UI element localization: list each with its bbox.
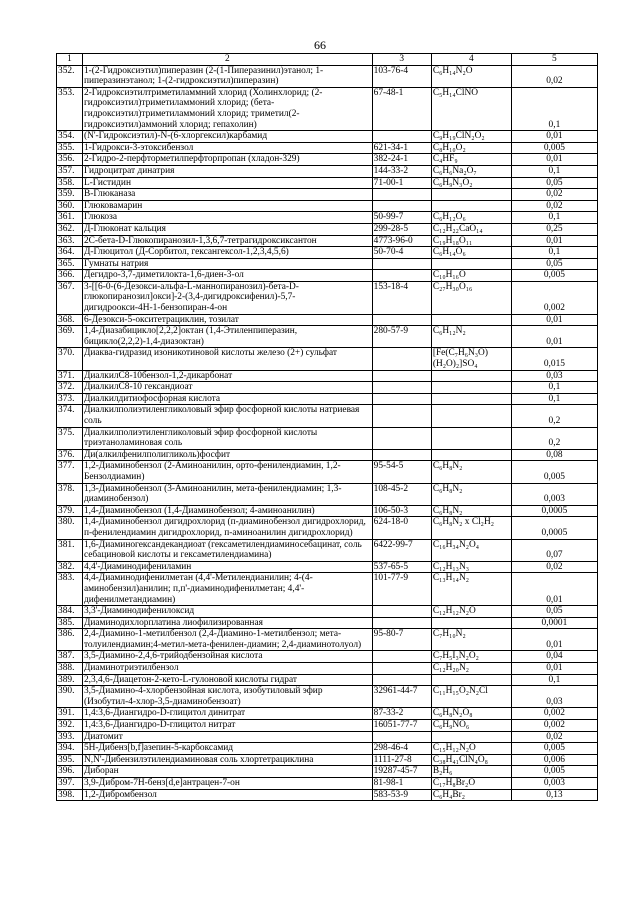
- limit-value: 0,04: [511, 651, 597, 663]
- limit-value: 0,07: [511, 539, 597, 561]
- limit-value: 0,005: [511, 142, 597, 154]
- table-row: [57, 483, 598, 505]
- substance-name: 1-(2-Гидроксиэтил)пиперазин (2-(1-Пиперазинил)этанол; 1-пиперазинэтанол; 1-(2-гидроксиэтил)пиперазин): [82, 65, 372, 87]
- cas-number: 95-80-7: [372, 629, 431, 651]
- formula: C₃₈H₄₁ClN₄O₈: [431, 754, 511, 766]
- table-row: [57, 177, 598, 189]
- limit-value: 0,002: [511, 281, 597, 314]
- limit-value: 0,25: [511, 223, 597, 235]
- cas-number: 537-65-5: [372, 561, 431, 573]
- formula: [431, 427, 511, 449]
- limit-value: 0,05: [511, 177, 597, 189]
- cas-number: [372, 200, 431, 212]
- limit-value: 0,02: [511, 561, 597, 573]
- cas-number: 50-70-4: [372, 247, 431, 259]
- cas-number: 621-34-1: [372, 142, 431, 154]
- cas-number: 103-76-4: [372, 65, 431, 87]
- formula: C₆H₈N₂O₈: [431, 708, 511, 720]
- row-number: 391.: [57, 708, 83, 720]
- table-row: [57, 539, 598, 561]
- table-row: [57, 561, 598, 573]
- row-number: 378.: [57, 483, 83, 505]
- row-number: 394.: [57, 743, 83, 755]
- cas-number: 32961-44-7: [372, 686, 431, 708]
- substance-name: 6-Дезокси-5-окситетрациклин, тозилат: [82, 314, 372, 326]
- row-number: 384.: [57, 606, 83, 618]
- row-number: 362.: [57, 223, 83, 235]
- formula: [431, 200, 511, 212]
- row-number: 395.: [57, 754, 83, 766]
- limit-value: 0,01: [511, 235, 597, 247]
- row-number: 363.: [57, 235, 83, 247]
- row-number: 379.: [57, 505, 83, 517]
- substance-name: Глюковамарин: [82, 200, 372, 212]
- row-number: 353.: [57, 87, 83, 130]
- cas-number: [372, 427, 431, 449]
- formula: C₆H₁₄O₆: [431, 247, 511, 259]
- formula: [Fe(C₇H₆N₃O)(H₂O)₂]SO₄: [431, 348, 511, 370]
- formula: C₆H₉N₃O₂: [431, 177, 511, 189]
- table-row: [57, 505, 598, 517]
- formula: C₆H₁₄N₂O: [431, 65, 511, 87]
- row-number: 376.: [57, 449, 83, 461]
- table-row: [57, 789, 598, 801]
- cas-number: 144-33-2: [372, 165, 431, 177]
- cas-number: 50-99-7: [372, 212, 431, 224]
- cas-number: [372, 382, 431, 394]
- table-row: [57, 573, 598, 606]
- table-row: [57, 651, 598, 663]
- cas-number: 299-28-5: [372, 223, 431, 235]
- substance-name: 1,4:3,6-Диангидро-D-глицитол нитрат: [82, 720, 372, 732]
- row-number: 398.: [57, 789, 83, 801]
- substance-name: Ди(алкилфенилполигликоль)фосфит: [82, 449, 372, 461]
- substance-name: 2,3,4,6-Диацетон-2-кето-L-гулоновой кислоты гидрат: [82, 674, 372, 686]
- table-row: [57, 247, 598, 259]
- substance-name: 1,4:3,6-Диангидро-D-глицитол динитрат: [82, 708, 372, 720]
- table-row: [57, 65, 598, 87]
- substance-name: Дегидро-3,7-диметилокта-1,6-диен-3-ол: [82, 270, 372, 282]
- substance-name: Глюкоза: [82, 212, 372, 224]
- cas-number: 280-57-9: [372, 326, 431, 348]
- row-number: 387.: [57, 651, 83, 663]
- substance-name: 1,4-Диаминобензол (1,4-Диаминобензол; 4-аминоанилин): [82, 505, 372, 517]
- substance-name: 3,9-Дибром-7Н-бенз[d,e]антрацен-7-он: [82, 778, 372, 790]
- formula: C₆H₁₂N₂: [431, 326, 511, 348]
- table-row: [57, 617, 598, 629]
- limit-value: 0,05: [511, 258, 597, 270]
- column-header-formula: 4: [431, 54, 511, 66]
- substance-name: 3,5-Диамино-4-хлорбензойная кислота, изобутиловый эфир (Изобутил-4-хлор-3,5-диаминобензоат): [82, 686, 372, 708]
- row-number: 374.: [57, 405, 83, 427]
- formula: C₁₂H₂₀N₂: [431, 663, 511, 675]
- substance-name: Диаминотриэтилбензол: [82, 663, 372, 675]
- row-number: 364.: [57, 247, 83, 259]
- table-row: [57, 382, 598, 394]
- row-number: 355.: [57, 142, 83, 154]
- table-row: [57, 270, 598, 282]
- substance-name: 1,6-Диаминогександекандиоат (гексаметилендиаминосебацинат, соль себациновой кислоты и гексаметилендиамина): [82, 539, 372, 561]
- row-number: 354.: [57, 131, 83, 143]
- substance-name: 2-Гидро-2-перфторметилперфторпропан (хладон-329): [82, 154, 372, 166]
- limit-value: 0,1: [511, 212, 597, 224]
- formula: C₅H₁₄ClNO: [431, 87, 511, 130]
- formula: C₇H₅I₃N₂O₂: [431, 651, 511, 663]
- cas-number: 87-33-2: [372, 708, 431, 720]
- limit-value: 0,01: [511, 314, 597, 326]
- table-row: [57, 405, 598, 427]
- row-number: 397.: [57, 778, 83, 790]
- cas-number: [372, 617, 431, 629]
- formula: C₆H₈N₂: [431, 505, 511, 517]
- table-row: [57, 281, 598, 314]
- row-number: 393.: [57, 731, 83, 743]
- column-header-name: 2: [82, 54, 372, 66]
- table-row: [57, 326, 598, 348]
- formula: C₂₇H₃₀O₁₆: [431, 281, 511, 314]
- formula: C₇H₁₀N₂: [431, 629, 511, 651]
- cas-number: [372, 131, 431, 143]
- column-header-cas: 3: [372, 54, 431, 66]
- row-number: 366.: [57, 270, 83, 282]
- substance-name: (N'-Гидроксиэтил)-N-(6-хлоргексил)карбамид: [82, 131, 372, 143]
- cas-number: [372, 731, 431, 743]
- formula: C₁₆H₃₄N₂O₄: [431, 539, 511, 561]
- limit-value: 0,006: [511, 754, 597, 766]
- substance-name: Диалкилполиэтиленгликоловый эфир фосфорной кислоты натриевая соль: [82, 405, 372, 427]
- table-row: [57, 200, 598, 212]
- cas-number: 6422-99-7: [372, 539, 431, 561]
- table-row: [57, 449, 598, 461]
- formula: B₂H₆: [431, 766, 511, 778]
- formula: C₆H₈N₂: [431, 461, 511, 483]
- formula: C₁₃H₁₄N₂: [431, 573, 511, 606]
- formula: [431, 258, 511, 270]
- cas-number: [372, 651, 431, 663]
- row-number: 359.: [57, 189, 83, 201]
- substance-name: Диалкилдитиофосфорная кислота: [82, 393, 372, 405]
- substance-name: 2-Гидроксиэтилтриметиламмний хлорид (Холинхлорид; (2-гидроксиэтил)триметиламмоний хлорид; (бета-гидроксиэтил)триметиламмоний хлорид; триметил(2-гидроксиэтил)аммоний хлорид; гепахолин): [82, 87, 372, 130]
- table-row: [57, 720, 598, 732]
- cas-number: [372, 405, 431, 427]
- substance-name: 1,4-Диазабицикло[2,2,2]октан (1,4-Этиленпиперазин, бицикло(2,2,2)-1,4-диазоктан): [82, 326, 372, 348]
- row-number: 380.: [57, 517, 83, 539]
- formula: [431, 370, 511, 382]
- cas-number: 106-50-3: [372, 505, 431, 517]
- limit-value: 0,002: [511, 708, 597, 720]
- table-row: [57, 189, 598, 201]
- formula: [431, 405, 511, 427]
- table-row: [57, 235, 598, 247]
- row-number: 389.: [57, 674, 83, 686]
- row-number: 361.: [57, 212, 83, 224]
- formula: C₆H₆Na₂O₇: [431, 165, 511, 177]
- limit-value: 0,002: [511, 720, 597, 732]
- row-number: 382.: [57, 561, 83, 573]
- row-number: 352.: [57, 65, 83, 87]
- limit-value: 0,005: [511, 766, 597, 778]
- substance-name: N,N'-Дибензилэтилендиаминовая соль хлортетрациклина: [82, 754, 372, 766]
- row-number: 369.: [57, 326, 83, 348]
- row-number: 358.: [57, 177, 83, 189]
- limit-value: 0,2: [511, 427, 597, 449]
- cas-number: [372, 270, 431, 282]
- limit-value: 0,0005: [511, 517, 597, 539]
- substance-name: ДиалкилС8-10бензол-1,2-дикарбонат: [82, 370, 372, 382]
- limit-value: 0,08: [511, 449, 597, 461]
- substance-name: 5Н-Дибенз[b,f]азепин-5-карбоксамид: [82, 743, 372, 755]
- formula: [431, 617, 511, 629]
- substance-name: ДиалкилС8-10 гександиоат: [82, 382, 372, 394]
- cas-number: [372, 449, 431, 461]
- row-number: 356.: [57, 154, 83, 166]
- formula: C₁₂H₁₂N₂O: [431, 606, 511, 618]
- substance-name: Д-Глюцитол (Д-Сорбитол, гексангексол-1,2,3,4,5,6): [82, 247, 372, 259]
- cas-number: 382-24-1: [372, 154, 431, 166]
- formula: [431, 393, 511, 405]
- limit-value: 0,1: [511, 87, 597, 130]
- formula: [431, 449, 511, 461]
- limit-value: 0,1: [511, 674, 597, 686]
- cas-number: [372, 674, 431, 686]
- cas-number: 4773-96-0: [372, 235, 431, 247]
- cas-number: 153-18-4: [372, 281, 431, 314]
- formula: C₈H₁₀O₂: [431, 142, 511, 154]
- substance-name: 1-Гидрокси-3-этоксибензол: [82, 142, 372, 154]
- row-number: 375.: [57, 427, 83, 449]
- table-row: [57, 606, 598, 618]
- formula: C₆H₈N₂ x Cl₂H₂: [431, 517, 511, 539]
- limit-value: 0,02: [511, 65, 597, 87]
- formula: C₁₅H₁₂N₂O: [431, 743, 511, 755]
- limit-value: 0,03: [511, 370, 597, 382]
- table-row: [57, 165, 598, 177]
- table-row: [57, 766, 598, 778]
- table-row: [57, 87, 598, 130]
- table-row: [57, 731, 598, 743]
- substance-name: 4,4'-Диаминодифениламин: [82, 561, 372, 573]
- substance-name: Диалкилполиэтиленгликоловый эфир фосфорной кислоты триэтаноламиновая соль: [82, 427, 372, 449]
- limit-value: 0,01: [511, 326, 597, 348]
- substance-name: 3-[[6-0-(6-Дезокси-альфа-L-маннопиранозил)-бета-D-глюкопиранозил]окси]-2-(3,4-дигидроксифенил)-5,7-дигидроокси-4Н-1-бензопиран-4-он: [82, 281, 372, 314]
- substance-name: Диатомит: [82, 731, 372, 743]
- table-row: [57, 778, 598, 790]
- cas-number: [372, 189, 431, 201]
- table-row: [57, 314, 598, 326]
- table-header-row: [57, 54, 598, 66]
- row-number: 383.: [57, 573, 83, 606]
- table-row: [57, 223, 598, 235]
- limit-value: 0,02: [511, 200, 597, 212]
- cas-number: 101-77-9: [372, 573, 431, 606]
- table-row: [57, 663, 598, 675]
- limit-value: 0,0005: [511, 505, 597, 517]
- cas-number: [372, 663, 431, 675]
- row-number: 373.: [57, 393, 83, 405]
- cas-number: 81-98-1: [372, 778, 431, 790]
- limit-value: 0,13: [511, 789, 597, 801]
- cas-number: 19287-45-7: [372, 766, 431, 778]
- limit-value: 0,2: [511, 405, 597, 427]
- cas-number: 624-18-0: [372, 517, 431, 539]
- limit-value: 0,005: [511, 743, 597, 755]
- limit-value: 0,005: [511, 461, 597, 483]
- substance-table: [56, 53, 598, 801]
- cas-number: [372, 606, 431, 618]
- table-row: [57, 154, 598, 166]
- row-number: 390.: [57, 686, 83, 708]
- table-row: [57, 258, 598, 270]
- cas-number: [372, 314, 431, 326]
- row-number: 388.: [57, 663, 83, 675]
- row-number: 367.: [57, 281, 83, 314]
- substance-name: 1,4-Диаминобензол дигидрохлорид (п-диаминобензол дигидрохлорид, п-фенилендиамин дигидрохлорид, п-аминоанилин дигидрохлорид): [82, 517, 372, 539]
- cas-number: [372, 393, 431, 405]
- limit-value: 0,03: [511, 686, 597, 708]
- limit-value: 0,02: [511, 189, 597, 201]
- row-number: 385.: [57, 617, 83, 629]
- substance-name: 2,4-Диамино-1-метилбензол (2,4-Диамино-1-метилбензол; мета-толуилендиамин;4-метил-мета-фенилен-диамин; 2,4-диаминотолуол): [82, 629, 372, 651]
- formula: [431, 674, 511, 686]
- limit-value: 0,1: [511, 247, 597, 259]
- row-number: 360.: [57, 200, 83, 212]
- limit-value: 0,01: [511, 629, 597, 651]
- formula: C₉H₁₉ClN₂O₂: [431, 131, 511, 143]
- column-header-value: 5: [511, 54, 597, 66]
- substance-name: Диаминодихлорплатина лиофилизированная: [82, 617, 372, 629]
- limit-value: 0,003: [511, 483, 597, 505]
- formula: C₁₀H₁₆O: [431, 270, 511, 282]
- table-row: [57, 517, 598, 539]
- substance-name: Гидроцитрат динатрия: [82, 165, 372, 177]
- table-row: [57, 370, 598, 382]
- limit-value: 0,0001: [511, 617, 597, 629]
- table-row: [57, 427, 598, 449]
- table-row: [57, 754, 598, 766]
- formula: C₁₇H₈Br₂O: [431, 778, 511, 790]
- substance-name: Д-Глюконат кальция: [82, 223, 372, 235]
- formula: [431, 731, 511, 743]
- row-number: 372.: [57, 382, 83, 394]
- limit-value: 0,003: [511, 778, 597, 790]
- substance-name: 2С-бета-D-Глюкопиранозил-1,3,6,7-тетрагидроксиксантон: [82, 235, 372, 247]
- row-number: 370.: [57, 348, 83, 370]
- cas-number: [372, 370, 431, 382]
- substance-name: Диаква-гидразид изоникотиновой кислоты железо (2+) сульфат: [82, 348, 372, 370]
- formula: [431, 189, 511, 201]
- cas-number: 583-53-9: [372, 789, 431, 801]
- row-number: 365.: [57, 258, 83, 270]
- table-row: [57, 212, 598, 224]
- limit-value: 0,005: [511, 270, 597, 282]
- limit-value: 0,015: [511, 348, 597, 370]
- formula: C₁₁H₁₅O₂N₂Cl: [431, 686, 511, 708]
- row-number: 392.: [57, 720, 83, 732]
- formula: [431, 314, 511, 326]
- row-number: 371.: [57, 370, 83, 382]
- formula: [431, 382, 511, 394]
- limit-value: 0,01: [511, 131, 597, 143]
- limit-value: 0,1: [511, 165, 597, 177]
- cas-number: 67-48-1: [372, 87, 431, 130]
- table-row: [57, 743, 598, 755]
- limit-value: 0,05: [511, 606, 597, 618]
- row-number: 377.: [57, 461, 83, 483]
- limit-value: 0,01: [511, 154, 597, 166]
- substance-name: В-Глюканаза: [82, 189, 372, 201]
- substance-name: L-Гистидин: [82, 177, 372, 189]
- formula: C₁₉H₁₈O₁₁: [431, 235, 511, 247]
- formula: C₆H₉NO₆: [431, 720, 511, 732]
- row-number: 396.: [57, 766, 83, 778]
- formula: C₆H₁₂O₆: [431, 212, 511, 224]
- table-row: [57, 674, 598, 686]
- row-number: 386.: [57, 629, 83, 651]
- table-row: [57, 629, 598, 651]
- cas-number: [372, 258, 431, 270]
- limit-value: 0,1: [511, 393, 597, 405]
- substance-name: 1,2-Дибромбензол: [82, 789, 372, 801]
- page-number: 66: [314, 38, 326, 52]
- cas-number: 108-45-2: [372, 483, 431, 505]
- limit-value: 0,1: [511, 382, 597, 394]
- substance-name: 4,4-Диаминодифенилметан (4,4'-Метилендианилин; 4-(4-аминобензил)анилин; п,п'-диаминодифенилметан; 4,4'-дифенилметандиамин): [82, 573, 372, 606]
- substance-name: Диборан: [82, 766, 372, 778]
- cas-number: [372, 348, 431, 370]
- table-row: [57, 686, 598, 708]
- table-row: [57, 393, 598, 405]
- formula: C₁₂H₁₃N₃: [431, 561, 511, 573]
- row-number: 357.: [57, 165, 83, 177]
- table-row: [57, 142, 598, 154]
- table-row: [57, 708, 598, 720]
- column-header-number: 1: [57, 54, 83, 66]
- formula: C₁₂H₂₂CaO₁₄: [431, 223, 511, 235]
- cas-number: 16051-77-7: [372, 720, 431, 732]
- table-row: [57, 131, 598, 143]
- cas-number: 95-54-5: [372, 461, 431, 483]
- limit-value: 0,01: [511, 573, 597, 606]
- substance-name: 1,2-Диаминобензол (2-Аминоанилин, орто-фенилендиамин, 1,2-Бензолдиамин): [82, 461, 372, 483]
- substance-name: 3,3'-Диаминодифенилоксид: [82, 606, 372, 618]
- substance-name: 3,5-Диамино-2,4,6-трийодбензойная кислота: [82, 651, 372, 663]
- cas-number: 1111-27-8: [372, 754, 431, 766]
- row-number: 368.: [57, 314, 83, 326]
- cas-number: 298-46-4: [372, 743, 431, 755]
- row-number: 381.: [57, 539, 83, 561]
- substance-name: Гумнаты натрия: [82, 258, 372, 270]
- formula: C₄HF₉: [431, 154, 511, 166]
- limit-value: 0,02: [511, 731, 597, 743]
- limit-value: 0,01: [511, 663, 597, 675]
- table-row: [57, 348, 598, 370]
- substance-name: 1,3-Диаминобензол (3-Аминоанилин, мета-фенилендиамин; 1,3-диаминобензол): [82, 483, 372, 505]
- formula: C₆H₈N₂: [431, 483, 511, 505]
- table-row: [57, 461, 598, 483]
- cas-number: 71-00-1: [372, 177, 431, 189]
- formula: C₆H₄Br₂: [431, 789, 511, 801]
